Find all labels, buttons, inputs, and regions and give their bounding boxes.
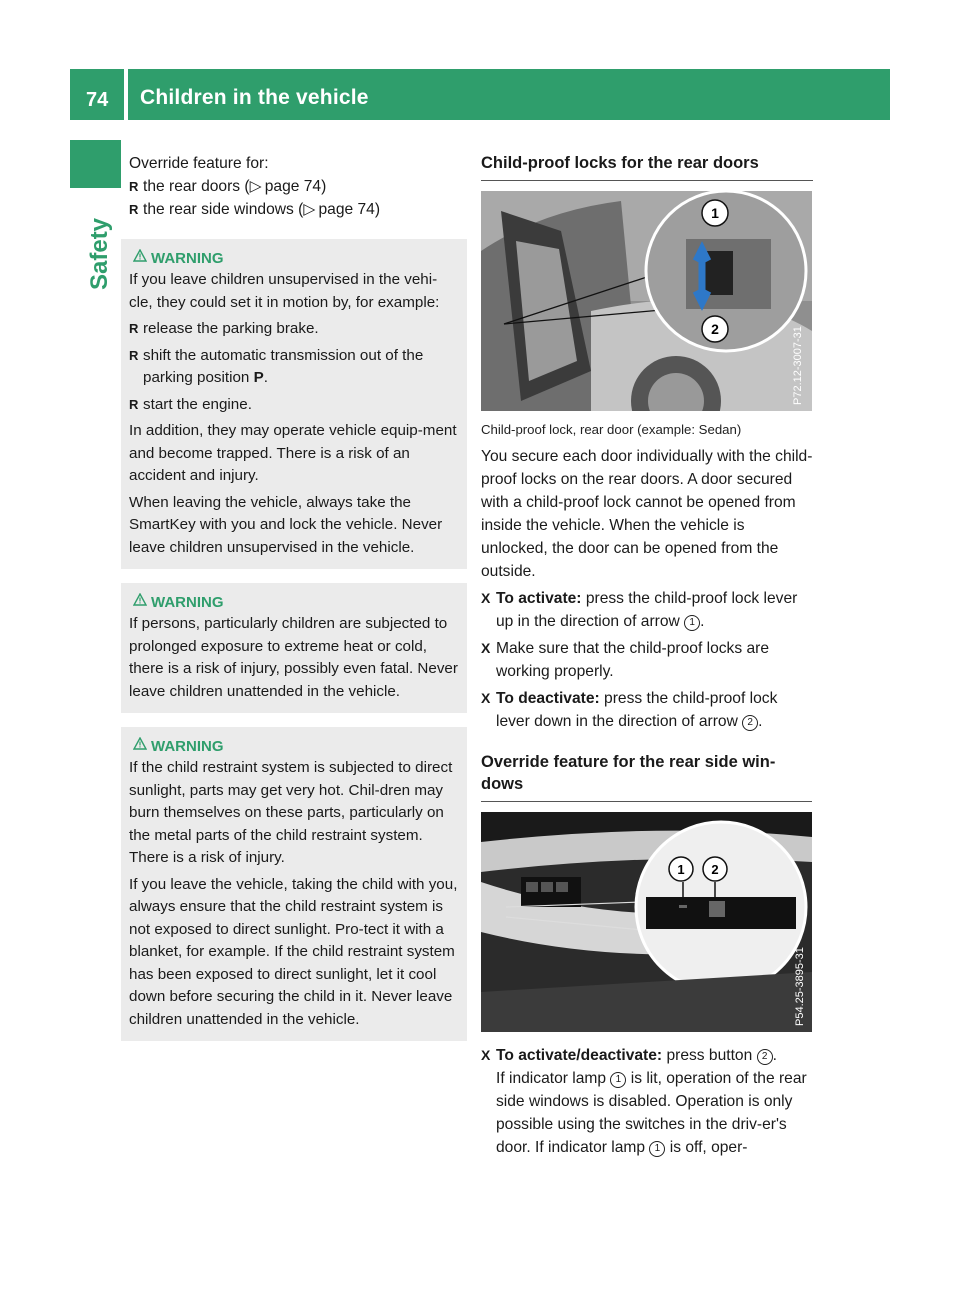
step-text: If indicator lamp <box>496 1070 611 1087</box>
page-ref-arrow-icon: ▷ <box>249 178 265 195</box>
image-code: P72.12-3007-31 <box>792 326 804 405</box>
warning-box-temperature <box>121 583 467 713</box>
step-text: press the child-proof lock lever up in the direction of arrow <box>496 590 798 630</box>
step-label: To activate: <box>496 590 582 607</box>
marker-2-label: 2 <box>711 862 719 877</box>
instruction-step: X Make sure that the child-proof locks are working properly. <box>481 637 813 683</box>
step-end: . <box>700 613 705 630</box>
warning-label: WARNING <box>151 738 224 755</box>
warning-label: WARNING <box>151 594 224 611</box>
warning-text: If the child restraint system is subjected to direct sunlight, parts may get very hot. Chil-dren may burn themselves on these parts, particularly on the metal parts of the child restraint system. There is a risk of injury. <box>129 759 453 866</box>
marker-2-label: 2 <box>711 321 719 337</box>
child-lock-illustration <box>481 191 812 411</box>
marker-1-icon: 1 <box>649 1141 665 1157</box>
page-number: 74 <box>86 89 109 111</box>
list-item-text: the rear side windows ( <box>143 201 304 218</box>
step-text: is lit, operation of the rear side windows is disabled. Operation is only possible using the switches in the driv-er's door. If indicator lamp <box>496 1070 807 1156</box>
list-item: R start the engine. <box>129 394 459 417</box>
marker-2-icon: 2 <box>742 715 758 731</box>
section-tab-label: Safety <box>86 217 113 290</box>
warning-text: If you leave children unsupervised in the vehi-cle, they could set it in motion by, for example: <box>129 271 440 311</box>
list-item <box>129 198 459 221</box>
warning-text: In addition, they may operate vehicle equip-ment and become trapped. There is a risk of an accident and injury. <box>129 422 457 484</box>
marker-1-label: 1 <box>677 862 685 877</box>
marker-1-label: 1 <box>711 205 719 221</box>
section-tab-block <box>70 140 121 188</box>
warning-label: WARNING <box>151 250 224 267</box>
override-intro: Override feature for: <box>129 155 269 172</box>
instruction-step <box>481 1044 813 1067</box>
left-column <box>129 152 459 1041</box>
step-text: press button <box>662 1047 757 1064</box>
step-label: To deactivate: <box>496 690 600 707</box>
warning-box-unsupervised <box>121 239 467 569</box>
step-end: . <box>772 1047 777 1064</box>
figure-caption: Child-proof lock, rear door (example: Sedan) <box>481 422 742 437</box>
list-item-text: shift the automatic transmission out of the parking position <box>143 346 424 386</box>
section-heading: Override feature for the rear side win-dows <box>481 751 812 802</box>
warning-title <box>129 247 459 269</box>
page-ref-link[interactable]: page 74) <box>264 178 327 195</box>
step-text: press the child-proof lock lever down in the direction of arrow <box>496 690 778 730</box>
header-divider <box>124 69 128 120</box>
warning-text: When leaving the vehicle, always take the SmartKey with you and lock the vehicle. Never leave children unsupervised in the vehicle. <box>129 493 443 556</box>
warning-triangle-icon <box>133 593 147 606</box>
page-ref-arrow-icon: ▷ <box>303 201 319 218</box>
step-text: is off, oper- <box>665 1139 748 1156</box>
step-label: To activate/deactivate: <box>496 1047 663 1064</box>
list-item: R shift the automatic transmission out of the parking position P. <box>129 345 459 390</box>
marker-1-icon: 1 <box>684 615 700 631</box>
window-lock-illustration <box>481 812 812 1032</box>
warning-box-sunlight <box>121 727 467 1041</box>
section-heading: Child-proof locks for the rear doors <box>481 152 813 181</box>
warning-title <box>129 591 459 613</box>
list-item <box>129 175 459 198</box>
gear-position: P <box>253 369 264 386</box>
instruction-step <box>481 587 813 633</box>
list-item-text: the rear doors ( <box>143 178 250 195</box>
image-code: P54.25-3895-31 <box>794 947 806 1026</box>
warning-text: If you leave the vehicle, taking the child with you, always ensure that the child restraint system is not exposed to direct sunlight. Pro-tect it with a blanket, for example. If the child restraint system has been exposed to direct sunlight, let it cool down before securing the child in it. Never leave children unattended in the vehicle. <box>129 875 458 1028</box>
warning-text: If persons, particularly children are subjected to prolonged exposure to extreme heat or cold, there is a risk of injury, possibly even fatal. Never leave children unattended in the vehicle. <box>129 615 458 700</box>
chapter-title: Children in the vehicle <box>140 86 369 109</box>
list-item: R release the parking brake. <box>129 318 459 341</box>
warning-title <box>129 735 459 757</box>
marker-2-icon: 2 <box>757 1049 773 1065</box>
body-text <box>481 1067 813 1159</box>
right-column <box>481 152 813 1159</box>
instruction-step <box>481 687 813 733</box>
warning-triangle-icon <box>133 737 147 750</box>
page-ref-link[interactable]: page 74) <box>318 201 381 218</box>
body-text: You secure each door individually with the child-proof locks on the rear doors. A door secured with a child-proof lock cannot be opened from inside the vehicle. When the vehicle is unlocked, the door can be opened from the outside. <box>481 448 813 580</box>
marker-1-icon: 1 <box>610 1072 626 1088</box>
warning-triangle-icon <box>133 249 147 262</box>
step-end: . <box>758 713 763 730</box>
